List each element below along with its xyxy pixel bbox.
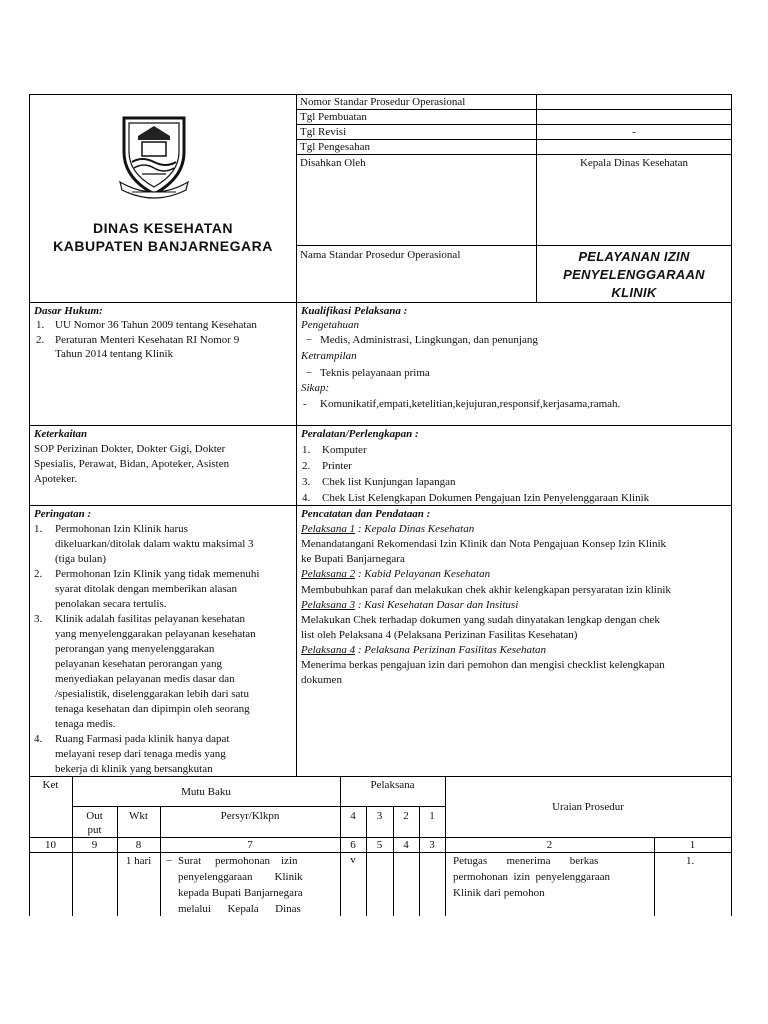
ketrampilan-label: Ketrampilan (301, 350, 357, 362)
col-header-ket: Ket (42, 779, 59, 791)
peringatan-item-3-line: /spesialistik, diselenggarakan lebih dari satu (55, 688, 249, 700)
pelaksana-4-role: : Pelaksana Perizinan Fasilitas Kesehatan (355, 644, 547, 656)
col-number: 3 (429, 839, 435, 851)
keterkaitan-line-3: Apoteker. (34, 473, 78, 485)
disahkan-label: Disahkan Oleh (300, 157, 366, 169)
pengetahuan-item: Medis, Administrasi, Lingkungan, dan penunjang (320, 334, 538, 346)
pelaksana-4-heading (301, 643, 546, 657)
sop-name-label: Nama Standar Prosedur Operasional (300, 249, 461, 261)
peralatan-item-1: Komputer (322, 444, 367, 456)
peralatan-title: Peralatan/Perlengkapan : (301, 428, 419, 440)
pengetahuan-label: Pengetahuan (301, 319, 360, 331)
line (29, 425, 732, 426)
pelaksana-2-desc: Membubuhkan paraf dan melakukan chek akhir kelengkapan persyaratan izin klinik (301, 584, 671, 596)
peralatan-item-4-num: 4. (302, 492, 311, 504)
dash-marker: - (303, 398, 307, 410)
col-header-output: Out (86, 810, 103, 822)
pelaksana-4-label: Pelaksana 4 (301, 644, 356, 656)
sop-name-line3: KLINIK (611, 285, 657, 300)
sikap-label: Sikap: (301, 382, 330, 394)
dash-marker: − (306, 367, 313, 379)
pelaksana-1-role: : Kepala Dinas Kesehatan (355, 523, 475, 535)
keterkaitan-line-1: SOP Perizinan Dokter, Dokter Gigi, Dokter (34, 443, 226, 455)
col-header-persyaratan: Persyr/Klkpn (220, 810, 280, 822)
field-label-tgl-pengesahan: Tgl Pengesahan (300, 141, 370, 153)
line (296, 154, 732, 155)
disahkan-value: Kepala Dinas Kesehatan (579, 157, 689, 169)
col-header-p2: 2 (403, 810, 409, 822)
peralatan-item-1-num: 1. (302, 444, 311, 456)
col-number: 9 (91, 839, 98, 851)
peringatan-item-3-line: yang menyelenggarakan pelayanan kesehatan (55, 628, 256, 640)
peringatan-item-4-line: bekerja di klinik yang bersangkutan (55, 763, 213, 775)
peringatan-item-3-line: menyediakan pelayanan medis dasar dan (55, 673, 235, 685)
peringatan-item-4-num: 4. (34, 733, 43, 745)
col-header-p1: 1 (429, 810, 435, 822)
pelaksana-3-desc: Melakukan Chek terhadap dokumen yang sudah dinyatakan lengkap dengan chek (301, 614, 660, 626)
peringatan-item-2-num: 2. (34, 568, 43, 580)
dasar-hukum-item-2-cont: Tahun 2014 tentang Klinik (55, 348, 174, 360)
col-number: 4 (403, 839, 409, 851)
pelaksana-4-desc: Menerima berkas pengajuan izin dari pemohon dan mengisi checklist kelengkapan (301, 659, 665, 671)
col-number: 5 (376, 839, 383, 851)
peringatan-item-1-line: (tiga bulan) (55, 553, 107, 565)
peringatan-item-3-line: tenaga kesehatan dan dipimpin oleh seorang (55, 703, 250, 715)
peringatan-item-2-line: penolakan secara tertulis. (55, 598, 167, 610)
pelaksana-1-heading (301, 522, 474, 536)
pelaksana-3-role: : Kasi Kesehatan Dasar dan Insitusi (355, 599, 519, 611)
pelaksana-4-desc: dokumen (301, 674, 342, 686)
pelaksana-2-label: Pelaksana 2 (301, 568, 356, 580)
line (29, 302, 732, 303)
dasar-hukum-item-2: Peraturan Menteri Kesehatan RI Nomor 9 (55, 334, 240, 346)
kualifikasi-title: Kualifikasi Pelaksana : (301, 305, 408, 317)
row1-number: 1. (686, 855, 695, 867)
peringatan-item-3-line: tenaga medis. (55, 718, 116, 730)
peringatan-item-1-line: dikeluarkan/ditolak dalam waktu maksimal 3 (55, 538, 254, 550)
divider-middle (296, 94, 297, 776)
line (29, 852, 732, 853)
peralatan-item-2: Printer (322, 460, 352, 472)
col-header-pelaksana: Pelaksana (370, 779, 415, 791)
field-label-nomor-sop: Nomor Standar Prosedur Operasional (300, 96, 466, 108)
peringatan-item-3-num: 3. (34, 613, 43, 625)
row1-waktu: 1 hari (125, 855, 152, 867)
peralatan-item-3: Chek list Kunjungan lapangan (322, 476, 456, 488)
col-number: 2 (546, 839, 553, 851)
col-header-output-cont: put (87, 824, 102, 836)
banjarnegara-emblem-logo (118, 112, 190, 202)
row1-persyaratan-line: Surat permohonan izin (178, 855, 298, 867)
row1-persyaratan-line: melalui Kepala Dinas (178, 903, 301, 915)
col-header-p4: 4 (350, 810, 356, 822)
col-number: 8 (135, 839, 142, 851)
peringatan-item-4-line: Ruang Farmasi pada klinik hanya dapat (55, 733, 230, 745)
row1-uraian-line: Petugas menerima berkas (453, 855, 599, 867)
ketrampilan-item: Teknis pelayanaan prima (320, 367, 430, 379)
col-number: 7 (247, 839, 253, 851)
keterkaitan-line-2: Spesialis, Perawat, Bidan, Apoteker, Asisten (34, 458, 230, 470)
col-header-p3: 3 (376, 810, 383, 822)
pelaksana-2-heading (301, 567, 490, 581)
field-label-tgl-pembuatan: Tgl Pembuatan (300, 111, 367, 123)
sop-name-line2: PENYELENGGARAAN (563, 267, 705, 282)
peralatan-item-3-num: 3. (302, 476, 311, 488)
pelaksana-1-desc: ke Bupati Banjarnegara (301, 553, 405, 565)
peringatan-item-4-line: melayani resep dari tenaga medis yang (55, 748, 226, 760)
pelaksana-3-heading (301, 598, 518, 612)
peringatan-item-3-line: perorangan yang menyelenggarakan (55, 643, 215, 655)
field-value-tgl-revisi: - (632, 126, 636, 138)
dasar-hukum-title: Dasar Hukum: (34, 305, 103, 317)
col-number: 10 (45, 839, 56, 851)
col-header-uraian-prosedur: Uraian Prosedur (552, 801, 624, 813)
pelaksana-1-label: Pelaksana 1 (301, 523, 356, 535)
peringatan-item-2-line: syarat ditolak dengan memberikan alasan (55, 583, 238, 595)
field-label-tgl-revisi: Tgl Revisi (300, 126, 347, 138)
line (29, 776, 732, 777)
col-number: 6 (350, 839, 356, 851)
peringatan-item-1-line: Permohonan Izin Klinik harus (55, 523, 188, 535)
peralatan-item-2-num: 2. (302, 460, 311, 472)
peringatan-item-2-line: Permohonan Izin Klinik yang tidak memenuhi (55, 568, 260, 580)
pelaksana-3-desc: list oleh Pelaksana 4 (Pelaksana Perizinan Fasilitas Kesehatan) (301, 629, 578, 641)
peralatan-item-4: Chek List Kelengkapan Dokumen Pengajuan Izin Penyelenggaraan Klinik (322, 492, 650, 504)
pencatatan-title: Pencatatan dan Pendataan : (301, 508, 431, 520)
col-number: 1 (689, 839, 696, 851)
row1-uraian-line: Klinik dari pemohon (453, 887, 545, 899)
dash-marker: − (306, 334, 313, 346)
row1-check-p4: v (350, 854, 356, 866)
row1-uraian-line: permohonan izin penyelenggaraan (453, 871, 610, 883)
line (29, 505, 732, 506)
sop-name-line1: PELAYANAN IZIN (578, 249, 690, 264)
peringatan-title: Peringatan : (34, 508, 92, 520)
col-header-waktu: Wkt (129, 810, 148, 822)
peringatan-item-1-num: 1. (34, 523, 43, 535)
dasar-hukum-item-2-num: 2. (36, 334, 45, 346)
keterkaitan-title: Keterkaitan (34, 428, 88, 440)
row1-persyaratan-line: penyelenggaraan Klinik (178, 871, 303, 883)
pelaksana-3-label: Pelaksana 3 (301, 599, 356, 611)
sikap-item: Komunikatif,empati,ketelitian,kejujuran,responsif,kerjasama,ramah. (320, 398, 621, 410)
dasar-hukum-item-1-num: 1. (36, 319, 45, 331)
org-name-line2: KABUPATEN BANJARNEGARA (53, 238, 273, 254)
line (296, 245, 732, 246)
pelaksana-2-role: : Kabid Pelayanan Kesehatan (355, 568, 491, 580)
col-header-mutu-baku: Mutu Baku (181, 786, 231, 798)
row1-persyaratan-line: kepada Bupati Banjarnegara (178, 887, 303, 899)
org-name-line1: DINAS KESEHATAN (93, 220, 233, 236)
dasar-hukum-item-1: UU Nomor 36 Tahun 2009 tentang Kesehatan (55, 319, 257, 331)
peringatan-item-3-line: Klinik adalah fasilitas pelayanan kesehatan (55, 613, 245, 625)
line (72, 806, 445, 807)
peringatan-item-3-line: pelayanan kesehatan perorangan yang (55, 658, 223, 670)
dash-marker: − (166, 855, 173, 867)
pelaksana-1-desc: Menandatangani Rekomendasi Izin Klinik dan Nota Pengajuan Konsep Izin Klinik (301, 538, 667, 550)
